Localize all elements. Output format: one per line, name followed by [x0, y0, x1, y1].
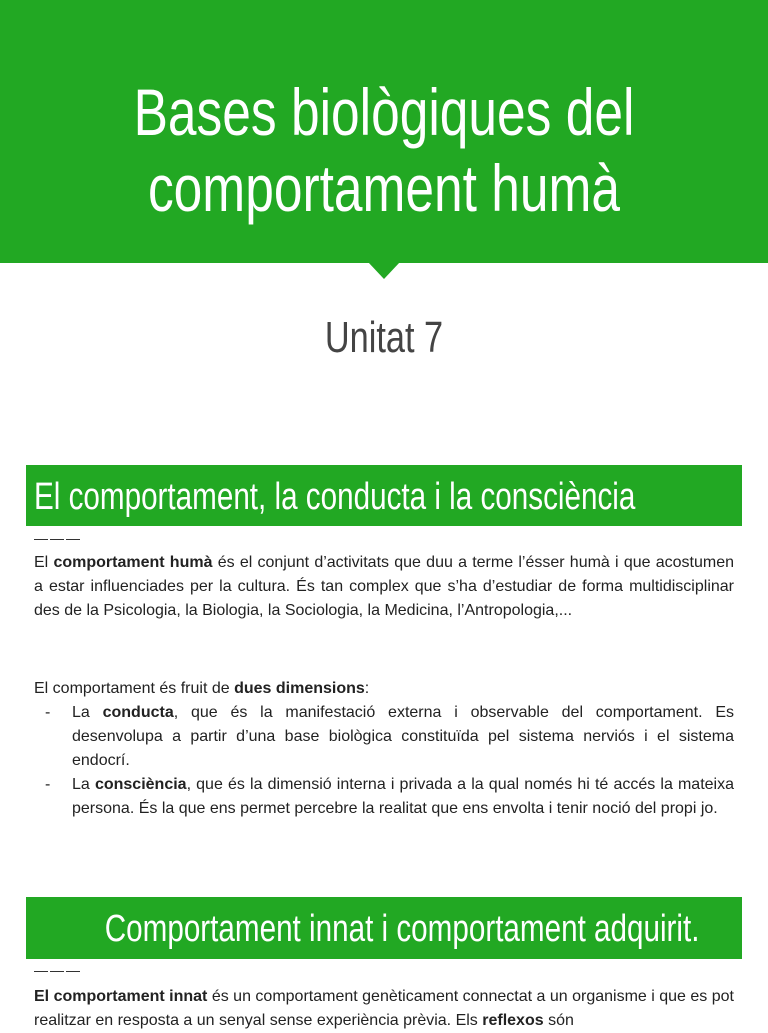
bullet: - [45, 704, 51, 721]
bold-term: reflexos [482, 1012, 544, 1029]
banner-arrow-icon [368, 262, 400, 279]
document-title [84, 74, 683, 226]
paragraph [34, 985, 734, 1033]
text-run: La [72, 776, 95, 793]
title-line-1: Bases biològiques del [133, 75, 635, 149]
list-item [34, 701, 734, 773]
unit-subtitle: Unitat 7 [324, 313, 444, 362]
section-heading-band [26, 897, 742, 959]
section-heading-band [26, 465, 742, 526]
text-run: , que és la dimensió interna i privada a la qual només hi té accés la mateixa persona. És la que ens permet percebre la realitat que ens envolta i tenir noció del propi jo. [72, 776, 735, 817]
text-run: El comportament és fruit de [34, 680, 235, 697]
bold-term: consciència [94, 776, 187, 793]
section-heading: El comportament, la conducta i la consciència [34, 476, 636, 518]
bold-term: El comportament innat [34, 988, 208, 1005]
text-run: El [34, 554, 54, 571]
bullet: - [45, 776, 51, 793]
separator: ——— [34, 962, 82, 978]
dimensions-list [34, 701, 734, 821]
bold-term: comportament humà [53, 554, 213, 571]
paragraph [34, 551, 734, 623]
text-run: és el conjunt d’activitats que duu a terme l’ésser humà i que acostumen a estar influenciades per la cultura. És tan complex que s’ha d’estudiar de forma multidisciplinar des de la Psicologia, la Biologia, la Sociologia, la Medicina, l’Antropologia,... [34, 554, 735, 619]
text-run: són [543, 1012, 574, 1029]
text-run: és un comportament genèticament connectat a un organisme i que es pot realitzar en resposta a un senyal sense experiència prèvia. Els [34, 988, 734, 1029]
list-item [34, 773, 734, 821]
paragraph [34, 677, 734, 701]
bold-term: conducta [102, 704, 174, 721]
text-run: La [72, 704, 103, 721]
title-line-2: comportament humà [147, 151, 621, 225]
section-heading: Comportament innat i comportament adquirit. [104, 908, 700, 950]
title-banner [0, 0, 768, 263]
separator: ——— [34, 530, 82, 546]
text-run: , que és la manifestació externa i observable del comportament. Es desenvolupa a partir d’una base biològica constituïda pel sistema nerviós i el sistema endocrí. [72, 704, 734, 769]
text-run: : [364, 680, 370, 697]
bold-term: dues dimensions [234, 680, 365, 697]
